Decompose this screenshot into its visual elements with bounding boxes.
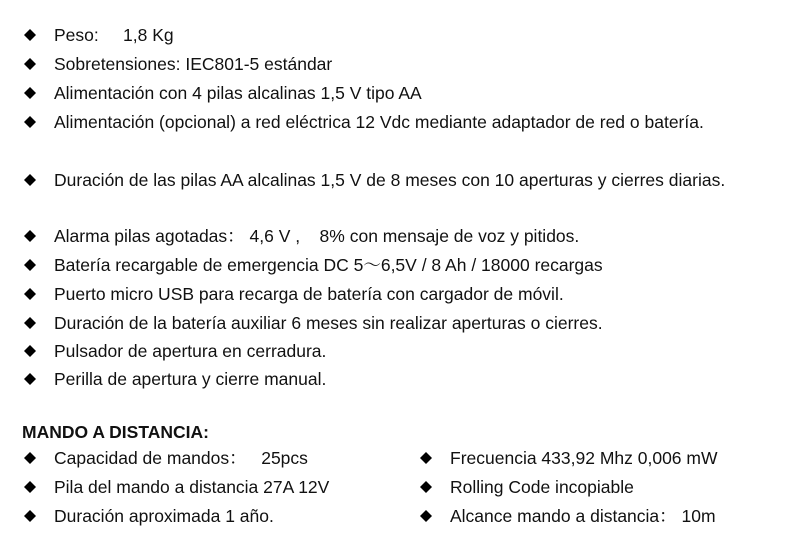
diamond-bullet-icon — [24, 230, 36, 242]
spec-item-text: Puerto micro USB para recarga de batería con cargador de móvil. — [54, 284, 564, 304]
spec-item-text: Duración de la batería auxiliar 6 meses sin realizar aperturas o cierres. — [54, 313, 603, 333]
remote-item-text: Frecuencia 433,92 Mhz 0,006 mW — [450, 448, 718, 468]
spec-item-power-optional — [24, 108, 794, 137]
diamond-bullet-icon — [420, 452, 432, 464]
spec-item-power-batteries — [24, 79, 794, 108]
spec-item-battery-duration — [24, 166, 794, 195]
diamond-bullet-icon — [24, 345, 36, 357]
remote-section-title: MANDO A DISTANCIA: — [22, 422, 209, 442]
spec-item-text: Alimentación con 4 pilas alcalinas 1,5 V tipo AA — [54, 83, 422, 103]
diamond-bullet-icon — [24, 481, 36, 493]
diamond-bullet-icon — [420, 481, 432, 493]
spec-item-manual-knob — [24, 365, 794, 394]
diamond-bullet-icon — [24, 510, 36, 522]
spec-item-text: Perilla de apertura y cierre manual. — [54, 369, 327, 389]
spec-item-weight — [24, 21, 794, 50]
remote-item-duration — [24, 502, 329, 531]
spec-item-aux-battery — [24, 309, 794, 338]
spec-item-text: Batería recargable de emergencia DC 5～6,5V / 8 Ah / 18000 recargas — [54, 255, 603, 275]
remote-item-range — [420, 502, 718, 531]
remote-specs-left-column — [24, 444, 329, 531]
spec-item-micro-usb — [24, 280, 794, 309]
remote-item-rolling-code — [420, 473, 718, 502]
diamond-bullet-icon — [24, 373, 36, 385]
diamond-bullet-icon — [24, 452, 36, 464]
diamond-bullet-icon — [24, 58, 36, 70]
remote-specs-right-column — [420, 444, 718, 531]
spec-item-low-battery-alarm — [24, 222, 794, 251]
diamond-bullet-icon — [24, 317, 36, 329]
spec-item-text: Alimentación (opcional) a red eléctrica 12 Vdc mediante adaptador de red o batería. — [54, 112, 704, 132]
remote-item-text: Rolling Code incopiable — [450, 477, 634, 497]
spec-item-text: Alarma pilas agotadas： 4,6 V , 8% con mensaje de voz y pitidos. — [54, 226, 580, 246]
remote-item-text: Pila del mando a distancia 27A 12V — [54, 477, 330, 497]
diamond-bullet-icon — [24, 116, 36, 128]
spec-item-overvoltage — [24, 50, 794, 79]
remote-item-capacity — [24, 444, 329, 473]
spec-item-text: Pulsador de apertura en cerradura. — [54, 341, 327, 361]
remote-item-text: Alcance mando a distancia： 10m — [450, 506, 716, 526]
diamond-bullet-icon — [24, 29, 36, 41]
remote-item-text: Capacidad de mandos： 25pcs — [54, 448, 308, 468]
diamond-bullet-icon — [420, 510, 432, 522]
spec-item-emergency-battery — [24, 251, 794, 280]
diamond-bullet-icon — [24, 288, 36, 300]
spec-item-text: Duración de las pilas AA alcalinas 1,5 V de 8 meses con 10 aperturas y cierres diarias. — [54, 170, 726, 190]
spec-item-lock-button — [24, 337, 794, 366]
spec-item-text: Sobretensiones: IEC801-5 estándar — [54, 54, 333, 74]
diamond-bullet-icon — [24, 87, 36, 99]
diamond-bullet-icon — [24, 259, 36, 271]
remote-item-text: Duración aproximada 1 año. — [54, 506, 274, 526]
diamond-bullet-icon — [24, 174, 36, 186]
remote-item-frequency — [420, 444, 718, 473]
remote-item-battery — [24, 473, 329, 502]
spec-item-text: Peso: 1,8 Kg — [54, 25, 174, 45]
